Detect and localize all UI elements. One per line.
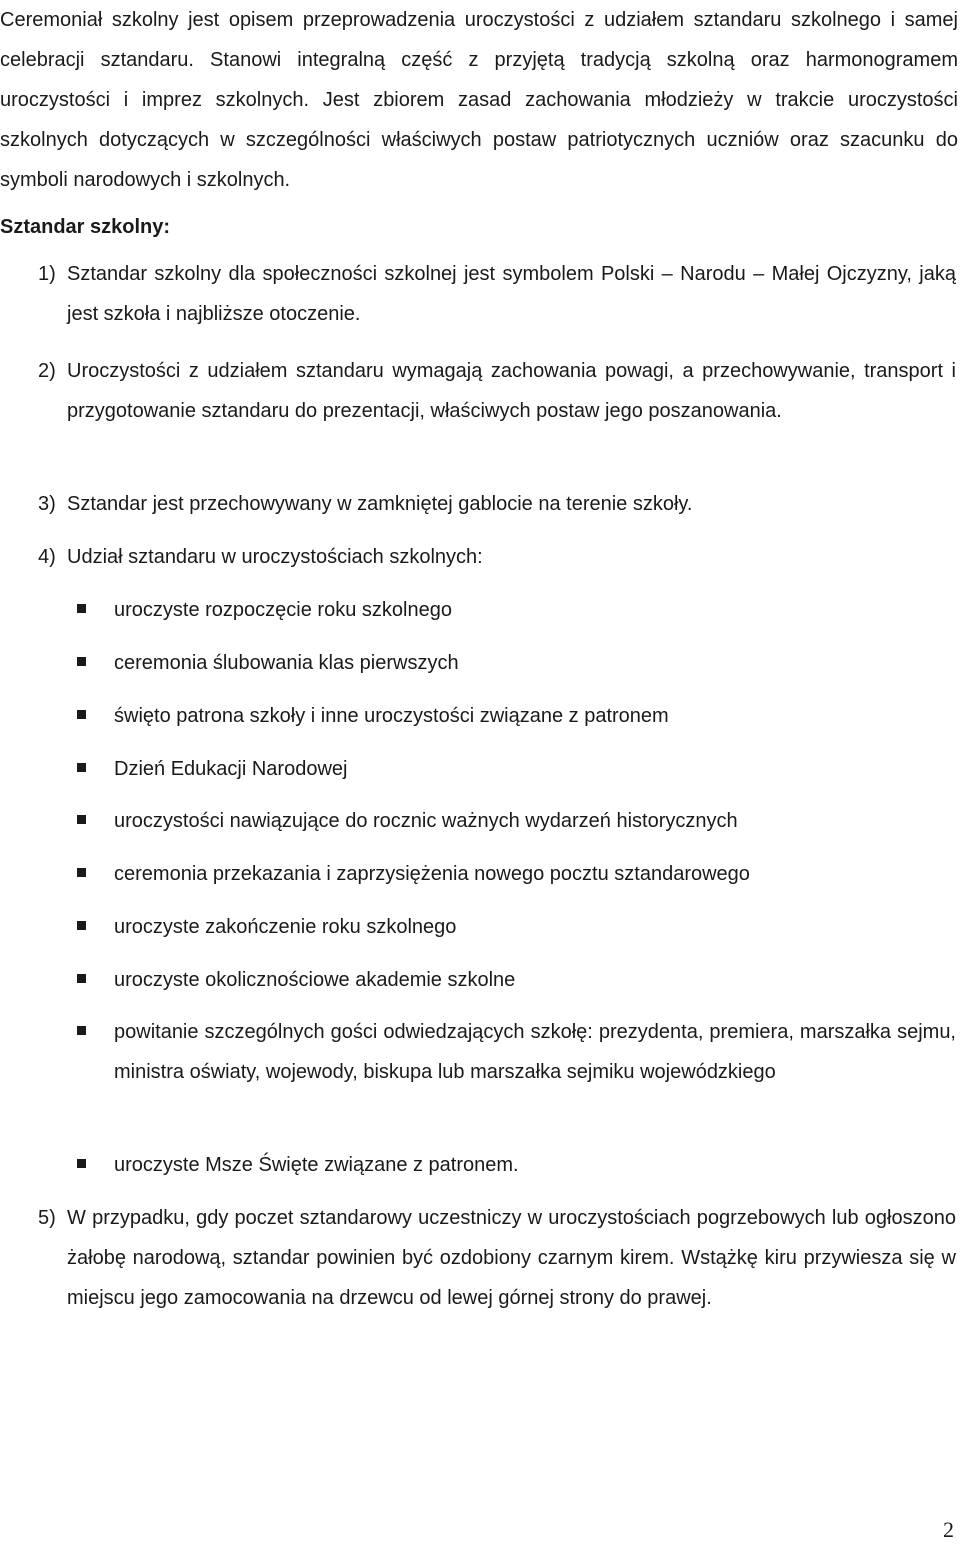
square-bullet-icon xyxy=(77,974,86,983)
square-bullet-icon xyxy=(77,1026,86,1035)
bullet-text: uroczyste zakończenie roku szkolnego xyxy=(114,916,457,938)
bullet-text: powitanie szczególnych gości odwiedzających szkołę: prezydenta, premiera, marszałka sejmu, ministra oświaty, wojewody, biskupa lub marszałka sejmiku wojewódzkiego xyxy=(114,1021,956,1083)
item-text: W przypadku, gdy poczet sztandarowy uczestniczy w uroczystościach pogrzebowych lub ogłoszono żałobę narodową, sztandar powinien być ozdobiony czarnym kirem. Wstążkę kiru przywiesza się w miejscu jego zamocowania na drzewcu od lewej górnej strony do prawej. xyxy=(67,1207,956,1309)
bullet-text: ceremonia przekazania i zaprzysiężenia nowego pocztu sztandarowego xyxy=(114,863,750,885)
square-bullet-icon xyxy=(77,815,86,824)
bullet-text: uroczyste okolicznościowe akademie szkolne xyxy=(114,969,516,991)
item-number: 3) xyxy=(38,493,56,515)
item-number: 4) xyxy=(38,546,56,568)
item-text: Sztandar jest przechowywany w zamkniętej gablocie na terenie szkoły. xyxy=(67,493,693,515)
bullet-text: uroczyste Msze Święte związane z patronem. xyxy=(114,1154,519,1176)
square-bullet-icon xyxy=(77,604,86,613)
item-text: Udział sztandaru w uroczystościach szkolnych: xyxy=(67,546,483,568)
item-text: Sztandar szkolny dla społeczności szkolnej jest symbolem Polski – Narodu – Małej Ojczyzny, jaką jest szkoła i najbliższe otoczenie. xyxy=(67,263,956,325)
page-number: 2 xyxy=(943,1517,954,1542)
item-text: Uroczystości z udziałem sztandaru wymagają zachowania powagi, a przechowywanie, transport i przygotowanie sztandaru do prezentacji, właściwych postaw jego poszanowania. xyxy=(67,360,956,422)
square-bullet-icon xyxy=(77,921,86,930)
bullet-text: Dzień Edukacji Narodowej xyxy=(114,758,348,780)
bullet-text: święto patrona szkoły i inne uroczystości związane z patronem xyxy=(114,705,669,727)
item-number: 5) xyxy=(38,1207,56,1229)
square-bullet-icon xyxy=(77,657,86,666)
item-number: 1) xyxy=(38,263,56,285)
square-bullet-icon xyxy=(77,710,86,719)
bullet-text: ceremonia ślubowania klas pierwszych xyxy=(114,652,459,674)
square-bullet-icon xyxy=(77,763,86,772)
item-number: 2) xyxy=(38,360,56,382)
section-heading: Sztandar szkolny: xyxy=(0,216,171,238)
intro-paragraph: Ceremoniał szkolny jest opisem przeprowadzenia uroczystości z udziałem sztandaru szkolnego i samej celebracji sztandaru. Stanowi integralną część z przyjętą tradycją szkolną oraz harmonogramem uroczystości i imprez szkolnych. Jest zbiorem zasad zachowania młodzieży w trakcie uroczystości szkolnych dotyczących w szczególności właściwych postaw patriotycznych uczniów oraz szacunku do symboli narodowych i szkolnych. xyxy=(0,9,958,191)
bullet-text: uroczystości nawiązujące do rocznic ważnych wydarzeń historycznych xyxy=(114,810,738,832)
square-bullet-icon xyxy=(77,868,86,877)
bullet-text: uroczyste rozpoczęcie roku szkolnego xyxy=(114,599,452,621)
square-bullet-icon xyxy=(77,1159,86,1168)
